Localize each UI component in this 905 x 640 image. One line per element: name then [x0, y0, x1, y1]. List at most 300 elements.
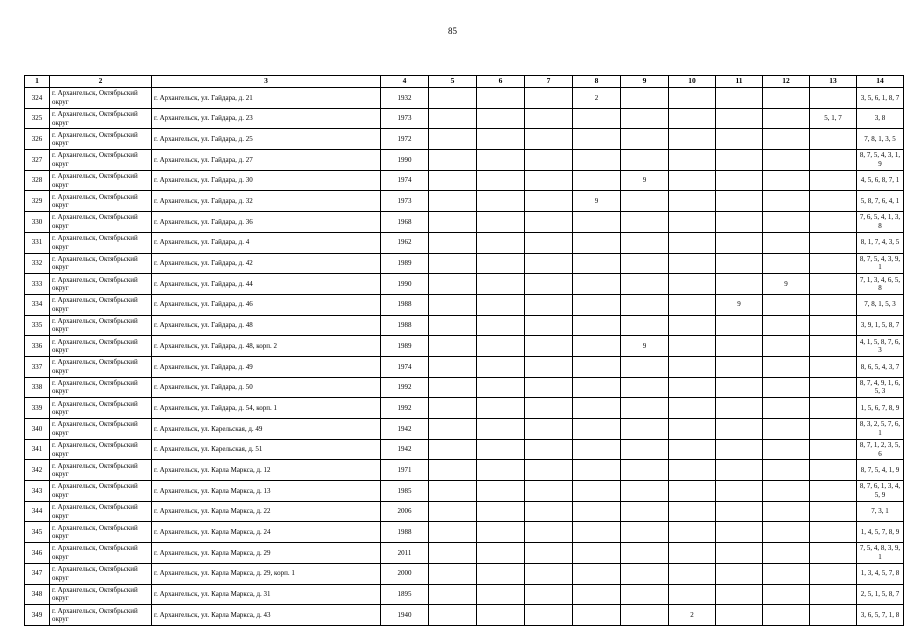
table-cell-col-14: 8, 7, 5, 4, 3, 1, 9 [857, 150, 904, 171]
table-cell-col-10 [669, 88, 716, 109]
table-row [25, 543, 904, 564]
column-header-3: 3 [152, 76, 381, 88]
table-body [25, 88, 904, 626]
table-cell-col-9 [621, 356, 669, 377]
table-cell-col-3: г. Архангельск, ул. Карельская, д. 51 [152, 439, 381, 460]
table-cell-col-2: г. Архангельск, Октябрьский округ [50, 356, 152, 377]
table-cell-col-9 [621, 88, 669, 109]
table-cell-col-5 [429, 315, 477, 336]
table-cell-col-6 [477, 584, 525, 605]
table-cell-col-12 [763, 129, 810, 150]
table-cell-col-8 [573, 481, 621, 502]
table-cell-col-1: 335 [25, 315, 50, 336]
table-cell-col-14: 3, 9, 1, 5, 8, 7 [857, 315, 904, 336]
table-cell-col-7 [525, 294, 573, 315]
table-cell-col-4: 1988 [381, 522, 429, 543]
table-cell-col-3: г. Архангельск, ул. Карла Маркса, д. 13 [152, 481, 381, 502]
table-cell-col-2: г. Архангельск, Октябрьский округ [50, 108, 152, 129]
table-cell-col-13 [810, 170, 857, 191]
table-cell-col-12 [763, 522, 810, 543]
table-cell-col-14: 3, 8 [857, 108, 904, 129]
table-cell-col-7 [525, 460, 573, 481]
table-cell-col-12 [763, 460, 810, 481]
table-cell-col-1: 338 [25, 377, 50, 398]
table-cell-col-8 [573, 419, 621, 440]
table-cell-col-2: г. Архангельск, Октябрьский округ [50, 563, 152, 584]
table-row [25, 274, 904, 295]
table-cell-col-13 [810, 356, 857, 377]
table-cell-col-4: 2000 [381, 563, 429, 584]
table-row [25, 398, 904, 419]
table-cell-col-1: 349 [25, 605, 50, 626]
table-cell-col-4: 1942 [381, 419, 429, 440]
table-cell-col-2: г. Архангельск, Октябрьский округ [50, 170, 152, 191]
table-cell-col-9 [621, 419, 669, 440]
table-cell-col-7 [525, 439, 573, 460]
table-cell-col-13 [810, 191, 857, 212]
table-cell-col-9 [621, 460, 669, 481]
table-cell-col-1: 340 [25, 419, 50, 440]
table-cell-col-11 [716, 108, 763, 129]
table-cell-col-6 [477, 563, 525, 584]
table-cell-col-3: г. Архангельск, ул. Гайдара, д. 21 [152, 88, 381, 109]
table-cell-col-2: г. Архангельск, Октябрьский округ [50, 419, 152, 440]
table-cell-col-2: г. Архангельск, Октябрьский округ [50, 481, 152, 502]
table-cell-col-7 [525, 584, 573, 605]
table-cell-col-7 [525, 212, 573, 233]
table-cell-col-12 [763, 563, 810, 584]
table-cell-col-6 [477, 294, 525, 315]
table-cell-col-5 [429, 170, 477, 191]
table-cell-col-5 [429, 336, 477, 357]
table-cell-col-4: 1989 [381, 336, 429, 357]
table-cell-col-10 [669, 481, 716, 502]
table-row [25, 88, 904, 109]
table-cell-col-3: г. Архангельск, ул. Гайдара, д. 4 [152, 232, 381, 253]
table-row [25, 129, 904, 150]
table-cell-col-8 [573, 212, 621, 233]
table-row [25, 294, 904, 315]
table-cell-col-10 [669, 543, 716, 564]
table-cell-col-10 [669, 294, 716, 315]
table-row [25, 563, 904, 584]
table-cell-col-11 [716, 315, 763, 336]
table-cell-col-13: 5, 1, 7 [810, 108, 857, 129]
table-cell-col-9 [621, 274, 669, 295]
table-cell-col-6 [477, 419, 525, 440]
table-cell-col-14: 1, 3, 4, 5, 7, 8 [857, 563, 904, 584]
table-cell-col-12 [763, 336, 810, 357]
table-row [25, 232, 904, 253]
table-cell-col-6 [477, 398, 525, 419]
table-cell-col-10 [669, 522, 716, 543]
table-cell-col-2: г. Архангельск, Октябрьский округ [50, 274, 152, 295]
table-cell-col-3: г. Архангельск, ул. Карла Маркса, д. 24 [152, 522, 381, 543]
table-cell-col-12 [763, 356, 810, 377]
table-cell-col-4: 1895 [381, 584, 429, 605]
table-cell-col-2: г. Архангельск, Октябрьский округ [50, 522, 152, 543]
column-header-2: 2 [50, 76, 152, 88]
table-cell-col-14: 8, 7, 4, 9, 1, 6, 5, 3 [857, 377, 904, 398]
table-cell-col-1: 342 [25, 460, 50, 481]
table-cell-col-8 [573, 563, 621, 584]
table-cell-col-5 [429, 419, 477, 440]
table-cell-col-11 [716, 129, 763, 150]
table-cell-col-1: 336 [25, 336, 50, 357]
table-cell-col-6 [477, 212, 525, 233]
table-cell-col-10 [669, 336, 716, 357]
table-cell-col-3: г. Архангельск, ул. Карла Маркса, д. 43 [152, 605, 381, 626]
table-cell-col-4: 1988 [381, 294, 429, 315]
table-cell-col-9 [621, 377, 669, 398]
table-cell-col-13 [810, 150, 857, 171]
table-cell-col-4: 1940 [381, 605, 429, 626]
table-cell-col-2: г. Архангельск, Октябрьский округ [50, 398, 152, 419]
table-cell-col-5 [429, 356, 477, 377]
table-cell-col-6 [477, 150, 525, 171]
table-cell-col-9 [621, 191, 669, 212]
column-header-7: 7 [525, 76, 573, 88]
table-cell-col-8: 9 [573, 191, 621, 212]
table-cell-col-14: 7, 8, 1, 5, 3 [857, 294, 904, 315]
table-cell-col-9 [621, 563, 669, 584]
table-cell-col-5 [429, 522, 477, 543]
table-cell-col-13 [810, 294, 857, 315]
table-cell-col-4: 1973 [381, 191, 429, 212]
table-cell-col-1: 330 [25, 212, 50, 233]
table-cell-col-8 [573, 108, 621, 129]
table-cell-col-4: 1988 [381, 315, 429, 336]
table-cell-col-1: 343 [25, 481, 50, 502]
table-cell-col-3: г. Архангельск, ул. Гайдара, д. 46 [152, 294, 381, 315]
table-row [25, 522, 904, 543]
column-header-14: 14 [857, 76, 904, 88]
table-cell-col-10 [669, 108, 716, 129]
table-cell-col-14: 8, 7, 6, 1, 3, 4, 5, 9 [857, 481, 904, 502]
column-header-13: 13 [810, 76, 857, 88]
table-cell-col-13 [810, 88, 857, 109]
table-row [25, 419, 904, 440]
table-cell-col-6 [477, 481, 525, 502]
table-row [25, 253, 904, 274]
table-cell-col-12 [763, 88, 810, 109]
table-cell-col-7 [525, 398, 573, 419]
table-cell-col-4: 1985 [381, 481, 429, 502]
table-cell-col-5 [429, 605, 477, 626]
table-cell-col-11 [716, 170, 763, 191]
table-cell-col-4: 1972 [381, 129, 429, 150]
table-cell-col-2: г. Архангельск, Октябрьский округ [50, 377, 152, 398]
table-cell-col-6 [477, 377, 525, 398]
table-cell-col-4: 1973 [381, 108, 429, 129]
table-cell-col-8 [573, 315, 621, 336]
table-cell-col-1: 334 [25, 294, 50, 315]
table-cell-col-3: г. Архангельск, ул. Гайдара, д. 49 [152, 356, 381, 377]
table-cell-col-8 [573, 150, 621, 171]
table-cell-col-8 [573, 294, 621, 315]
table-cell-col-4: 1990 [381, 274, 429, 295]
table-cell-col-7 [525, 543, 573, 564]
table-cell-col-7 [525, 253, 573, 274]
table-cell-col-9 [621, 439, 669, 460]
table-cell-col-6 [477, 315, 525, 336]
table-cell-col-11 [716, 191, 763, 212]
table-cell-col-14: 1, 5, 6, 7, 8, 9 [857, 398, 904, 419]
table-cell-col-9: 9 [621, 336, 669, 357]
table-cell-col-13 [810, 605, 857, 626]
table-cell-col-4: 1992 [381, 398, 429, 419]
table-cell-col-12 [763, 253, 810, 274]
table-cell-col-7 [525, 88, 573, 109]
table-cell-col-2: г. Архангельск, Октябрьский округ [50, 294, 152, 315]
table-cell-col-5 [429, 501, 477, 522]
table-cell-col-14: 7, 6, 5, 4, 1, 3, 8 [857, 212, 904, 233]
table-cell-col-1: 333 [25, 274, 50, 295]
table-cell-col-14: 2, 5, 1, 5, 8, 7 [857, 584, 904, 605]
table-cell-col-5 [429, 543, 477, 564]
table-cell-col-8 [573, 129, 621, 150]
table-cell-col-10 [669, 439, 716, 460]
table-cell-col-12 [763, 150, 810, 171]
table-row [25, 377, 904, 398]
table-row [25, 584, 904, 605]
table-cell-col-4: 2011 [381, 543, 429, 564]
table-cell-col-8 [573, 543, 621, 564]
table-cell-col-13 [810, 315, 857, 336]
table-cell-col-13 [810, 501, 857, 522]
table-row [25, 336, 904, 357]
table-cell-col-2: г. Архангельск, Октябрьский округ [50, 212, 152, 233]
table-cell-col-9 [621, 315, 669, 336]
table-cell-col-6 [477, 232, 525, 253]
table-cell-col-7 [525, 501, 573, 522]
table-cell-col-11 [716, 481, 763, 502]
table-cell-col-7 [525, 170, 573, 191]
table-cell-col-1: 346 [25, 543, 50, 564]
table-cell-col-7 [525, 522, 573, 543]
table-cell-col-10 [669, 212, 716, 233]
table-cell-col-12 [763, 605, 810, 626]
table-cell-col-8 [573, 274, 621, 295]
table-cell-col-3: г. Архангельск, ул. Гайдара, д. 44 [152, 274, 381, 295]
table-cell-col-5 [429, 563, 477, 584]
table-cell-col-11 [716, 356, 763, 377]
table-cell-col-2: г. Архангельск, Октябрьский округ [50, 129, 152, 150]
table-cell-col-13 [810, 419, 857, 440]
table-cell-col-9 [621, 481, 669, 502]
table-cell-col-1: 337 [25, 356, 50, 377]
table-cell-col-1: 345 [25, 522, 50, 543]
table-cell-col-8 [573, 605, 621, 626]
table-cell-col-2: г. Архангельск, Октябрьский округ [50, 501, 152, 522]
table-cell-col-4: 1968 [381, 212, 429, 233]
table-cell-col-2: г. Архангельск, Октябрьский округ [50, 543, 152, 564]
table-cell-col-10 [669, 398, 716, 419]
table-cell-col-3: г. Архангельск, ул. Гайдара, д. 54, корп. 1 [152, 398, 381, 419]
table-cell-col-2: г. Архангельск, Октябрьский округ [50, 460, 152, 481]
table-cell-col-8 [573, 501, 621, 522]
table-cell-col-5 [429, 212, 477, 233]
table-cell-col-14: 7, 5, 4, 8, 3, 9, 1 [857, 543, 904, 564]
table-cell-col-2: г. Архангельск, Октябрьский округ [50, 315, 152, 336]
table-cell-col-11 [716, 543, 763, 564]
table-cell-col-5 [429, 584, 477, 605]
table-cell-col-11 [716, 377, 763, 398]
table-cell-col-4: 1932 [381, 88, 429, 109]
table-header-row [25, 76, 904, 88]
table-cell-col-1: 327 [25, 150, 50, 171]
table-cell-col-3: г. Архангельск, ул. Карла Маркса, д. 31 [152, 584, 381, 605]
column-header-6: 6 [477, 76, 525, 88]
table-cell-col-10 [669, 563, 716, 584]
table-cell-col-3: г. Архангельск, ул. Карла Маркса, д. 29, корп. 1 [152, 563, 381, 584]
table-cell-col-4: 1992 [381, 377, 429, 398]
table-cell-col-4: 1990 [381, 150, 429, 171]
table-cell-col-12 [763, 584, 810, 605]
table-cell-col-12 [763, 481, 810, 502]
table-cell-col-14: 8, 7, 5, 4, 3, 9, 1 [857, 253, 904, 274]
table-cell-col-8 [573, 356, 621, 377]
table-cell-col-11 [716, 232, 763, 253]
table-cell-col-9 [621, 212, 669, 233]
table-cell-col-10 [669, 274, 716, 295]
table-cell-col-3: г. Архангельск, ул. Гайдара, д. 50 [152, 377, 381, 398]
table-cell-col-14: 8, 1, 7, 4, 3, 5 [857, 232, 904, 253]
table-cell-col-3: г. Архангельск, ул. Гайдара, д. 32 [152, 191, 381, 212]
table-cell-col-14: 5, 8, 7, 6, 4, 1 [857, 191, 904, 212]
table-cell-col-12 [763, 439, 810, 460]
table-cell-col-5 [429, 274, 477, 295]
table-cell-col-14: 8, 7, 1, 2, 3, 5, 6 [857, 439, 904, 460]
table-cell-col-13 [810, 274, 857, 295]
table-cell-col-10 [669, 253, 716, 274]
table-cell-col-9 [621, 253, 669, 274]
table-cell-col-6 [477, 605, 525, 626]
table-cell-col-13 [810, 481, 857, 502]
table-cell-col-3: г. Архангельск, ул. Карла Маркса, д. 29 [152, 543, 381, 564]
table-cell-col-11 [716, 563, 763, 584]
table-cell-col-7 [525, 150, 573, 171]
column-header-9: 9 [621, 76, 669, 88]
table-cell-col-1: 331 [25, 232, 50, 253]
table-cell-col-7 [525, 315, 573, 336]
table-cell-col-5 [429, 191, 477, 212]
table-cell-col-13 [810, 336, 857, 357]
table-cell-col-10: 2 [669, 605, 716, 626]
table-cell-col-9 [621, 584, 669, 605]
table-cell-col-13 [810, 253, 857, 274]
column-header-4: 4 [381, 76, 429, 88]
table-cell-col-11 [716, 150, 763, 171]
table-cell-col-5 [429, 481, 477, 502]
table-cell-col-6 [477, 108, 525, 129]
table-cell-col-13 [810, 212, 857, 233]
table-cell-col-6 [477, 460, 525, 481]
table-cell-col-5 [429, 232, 477, 253]
table-cell-col-8 [573, 232, 621, 253]
table-cell-col-10 [669, 356, 716, 377]
table-cell-col-9 [621, 108, 669, 129]
table-cell-col-4: 2006 [381, 501, 429, 522]
table-cell-col-3: г. Архангельск, ул. Карла Маркса, д. 22 [152, 501, 381, 522]
table-cell-col-10 [669, 191, 716, 212]
table-cell-col-12: 9 [763, 274, 810, 295]
table-cell-col-14: 7, 8, 1, 3, 5 [857, 129, 904, 150]
table-cell-col-9 [621, 150, 669, 171]
table-cell-col-5 [429, 88, 477, 109]
table-cell-col-10 [669, 315, 716, 336]
table-cell-col-11 [716, 274, 763, 295]
housing-registry-table [24, 75, 904, 626]
table-cell-col-1: 325 [25, 108, 50, 129]
table-cell-col-12 [763, 377, 810, 398]
table-cell-col-1: 344 [25, 501, 50, 522]
table-cell-col-5 [429, 294, 477, 315]
table-cell-col-12 [763, 191, 810, 212]
table-cell-col-14: 8, 3, 2, 5, 7, 6, 1 [857, 419, 904, 440]
table-cell-col-9 [621, 294, 669, 315]
table-cell-col-4: 1974 [381, 356, 429, 377]
table-cell-col-12 [763, 398, 810, 419]
table-row [25, 170, 904, 191]
table-cell-col-11 [716, 605, 763, 626]
table-cell-col-3: г. Архангельск, ул. Гайдара, д. 36 [152, 212, 381, 233]
table-cell-col-11 [716, 501, 763, 522]
table-cell-col-7 [525, 336, 573, 357]
table-cell-col-2: г. Архангельск, Октябрьский округ [50, 253, 152, 274]
table-cell-col-7 [525, 356, 573, 377]
table-cell-col-6 [477, 543, 525, 564]
table-row [25, 191, 904, 212]
table-cell-col-7 [525, 419, 573, 440]
table-cell-col-13 [810, 129, 857, 150]
table-cell-col-10 [669, 584, 716, 605]
table-cell-col-6 [477, 336, 525, 357]
column-header-12: 12 [763, 76, 810, 88]
table-cell-col-8 [573, 253, 621, 274]
table-cell-col-13 [810, 398, 857, 419]
table-cell-col-12 [763, 232, 810, 253]
table-cell-col-8 [573, 398, 621, 419]
table-cell-col-9 [621, 522, 669, 543]
table-row [25, 356, 904, 377]
table-cell-col-2: г. Архангельск, Октябрьский округ [50, 150, 152, 171]
table-cell-col-10 [669, 150, 716, 171]
table-cell-col-10 [669, 419, 716, 440]
table-cell-col-4: 1962 [381, 232, 429, 253]
table-cell-col-5 [429, 129, 477, 150]
table-cell-col-7 [525, 232, 573, 253]
table-cell-col-8 [573, 460, 621, 481]
page-number: 85 [448, 26, 457, 36]
table-cell-col-12 [763, 501, 810, 522]
table-cell-col-10 [669, 460, 716, 481]
table-cell-col-5 [429, 377, 477, 398]
table-cell-col-7 [525, 108, 573, 129]
table-cell-col-5 [429, 253, 477, 274]
table-cell-col-2: г. Архангельск, Октябрьский округ [50, 584, 152, 605]
table-cell-col-11: 9 [716, 294, 763, 315]
table-cell-col-3: г. Архангельск, ул. Гайдара, д. 42 [152, 253, 381, 274]
table-cell-col-6 [477, 501, 525, 522]
table-cell-col-1: 347 [25, 563, 50, 584]
table-cell-col-4: 1971 [381, 460, 429, 481]
table-cell-col-7 [525, 563, 573, 584]
table-cell-col-2: г. Архангельск, Октябрьский округ [50, 191, 152, 212]
table-cell-col-3: г. Архангельск, ул. Гайдара, д. 27 [152, 150, 381, 171]
table-cell-col-7 [525, 129, 573, 150]
table-cell-col-8 [573, 336, 621, 357]
